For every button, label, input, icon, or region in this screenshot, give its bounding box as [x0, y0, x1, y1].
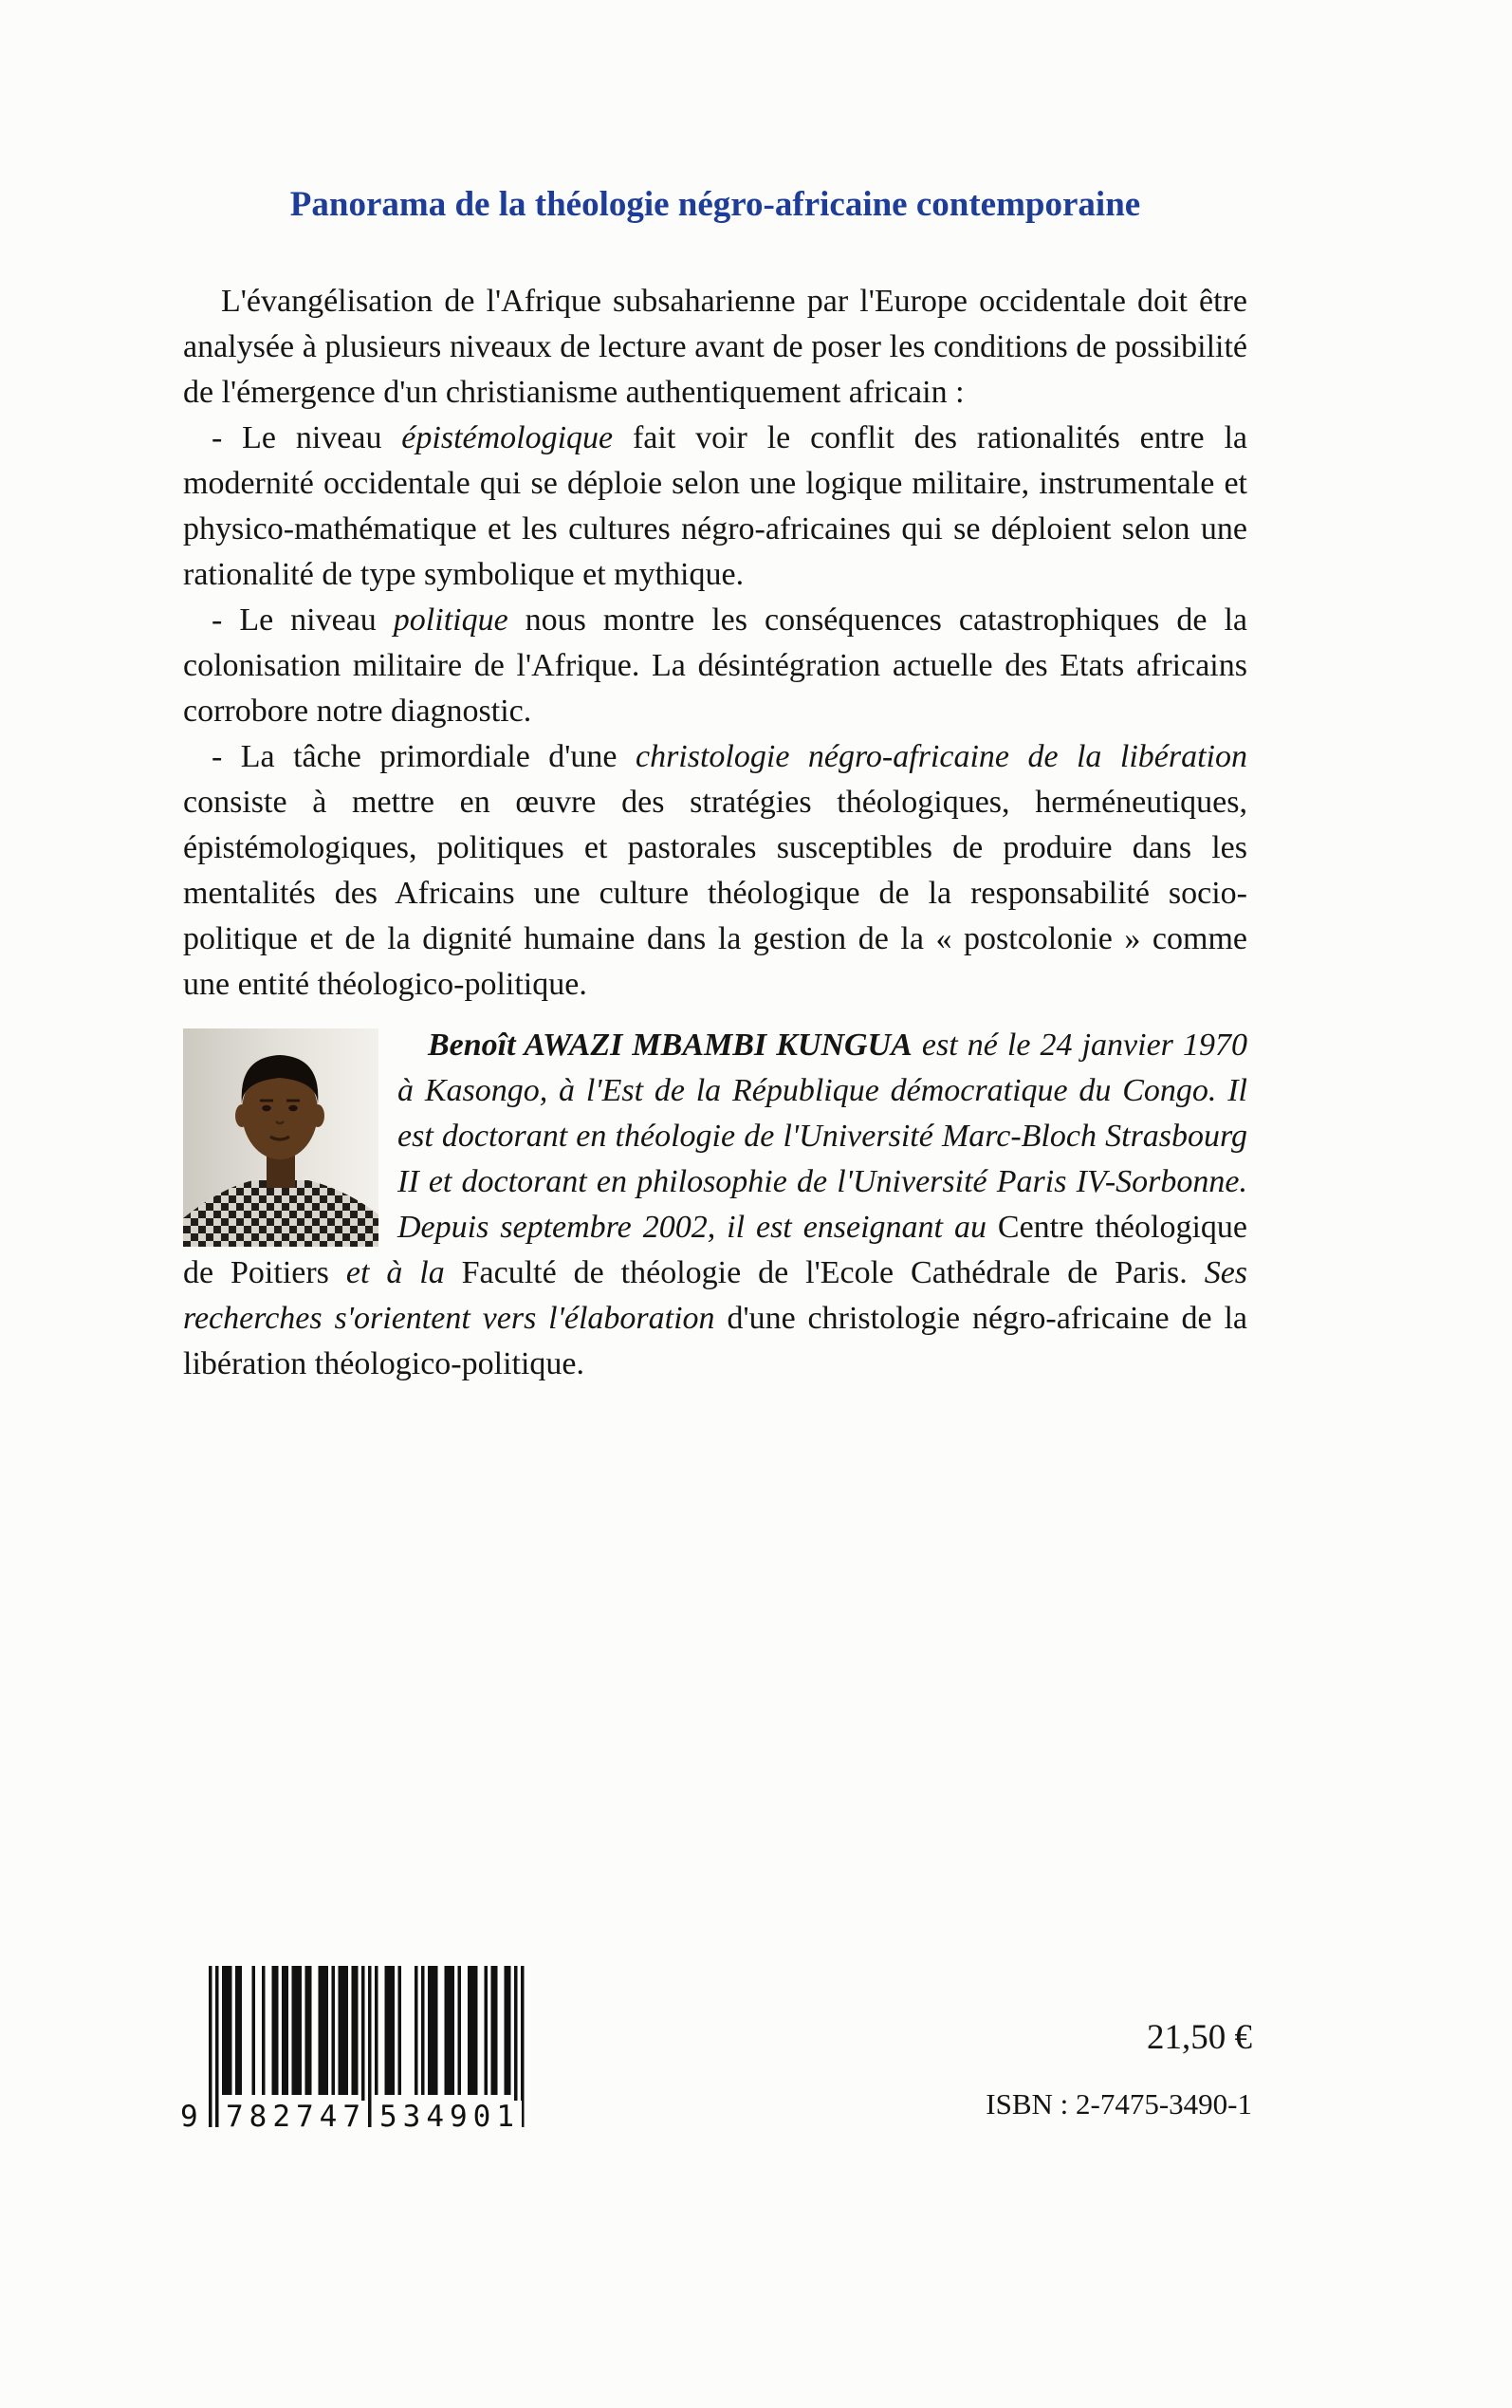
synopsis-paragraph-3 [183, 598, 1247, 734]
bio-text: Centre théologique de Poitiers [183, 1210, 1248, 1290]
isbn: ISBN : 2-7475-3490-1 [986, 2087, 1252, 2121]
synopsis-paragraph-4 [183, 734, 1247, 1008]
bio-text: Ses recherches s'orientent vers l'élaboration [183, 1255, 1248, 1336]
author-photo [183, 1028, 378, 1247]
barcode [180, 1966, 541, 2133]
barcode-digits-left: 782747 [226, 2100, 366, 2134]
author-name: Benoît AWAZI MBAMBI KUNGUA [428, 1028, 913, 1063]
author-bio [183, 1023, 1247, 1387]
price: 21,50 € [1147, 2018, 1252, 2057]
barcode-digit-prefix: 9 [180, 2100, 198, 2134]
page-title: Panorama de la théologie négro-africaine contemporaine [289, 185, 1141, 224]
bio-text: d'une christologie négro-africaine de la libération théologico-politique. [183, 1301, 1247, 1381]
emphasized-term: épistémologique [401, 420, 614, 455]
synopsis [183, 279, 1247, 1008]
bio-text: et à la [345, 1255, 462, 1290]
cover-text [183, 279, 1247, 1387]
paragraph-text: - Le niveau [212, 420, 402, 455]
paragraph-text: - La tâche primordiale d'une [212, 739, 636, 774]
bio-text: est né le 24 janvier 1970 à Kasongo, à l'Est de la République démocratique du Congo. Il est doctorant en théologie de l'Université Marc-Bloch Strasbourg II et doctorant en philosophie de l'Université Paris IV-Sorbonne. Depuis septembre 2002, il est enseignant au [397, 1028, 1247, 1245]
paragraph-text: L'évangélisation de l'Afrique subsaharienne par l'Europe occidentale doit être analysée à plusieurs niveaux de lecture avant de poser les conditions de possibilité de l'émergence d'un christianisme authentiquement africain : [183, 284, 1247, 410]
synopsis-paragraph-1 [183, 279, 1247, 416]
paragraph-text: nous montre les conséquences catastrophiques de la colonisation militaire de l'Afrique. La désintégration actuelle des Etats africains corrobore notre diagnostic. [183, 602, 1247, 729]
synopsis-paragraph-2 [183, 416, 1247, 598]
emphasized-term: politique [393, 602, 508, 638]
paragraph-text: fait voir le conflit des rationalités entre la modernité occidentale qui se déploie selon une logique militaire, instrumentale et physico-mathématique et les cultures négro-africaines qui se déploient selon une rationalité de type symbolique et mythique. [183, 420, 1247, 592]
paragraph-text: consiste à mettre en œuvre des stratégies théologiques, herméneutiques, épistémologiques, politiques et pastorales susceptibles de produire dans les mentalités des Africains une culture théologique de la responsabilité socio-politique et de la dignité humaine dans la gestion de la « postcolonie » comme une entité théologico-politique. [183, 785, 1247, 1002]
paragraph-text: - Le niveau [212, 602, 394, 638]
bio-text: Faculté de théologie de l'Ecole Cathédrale de Paris. [461, 1255, 1205, 1290]
emphasized-term: christologie négro-africaine de la libération [635, 739, 1247, 774]
barcode-digits-right: 534901 [379, 2100, 520, 2134]
